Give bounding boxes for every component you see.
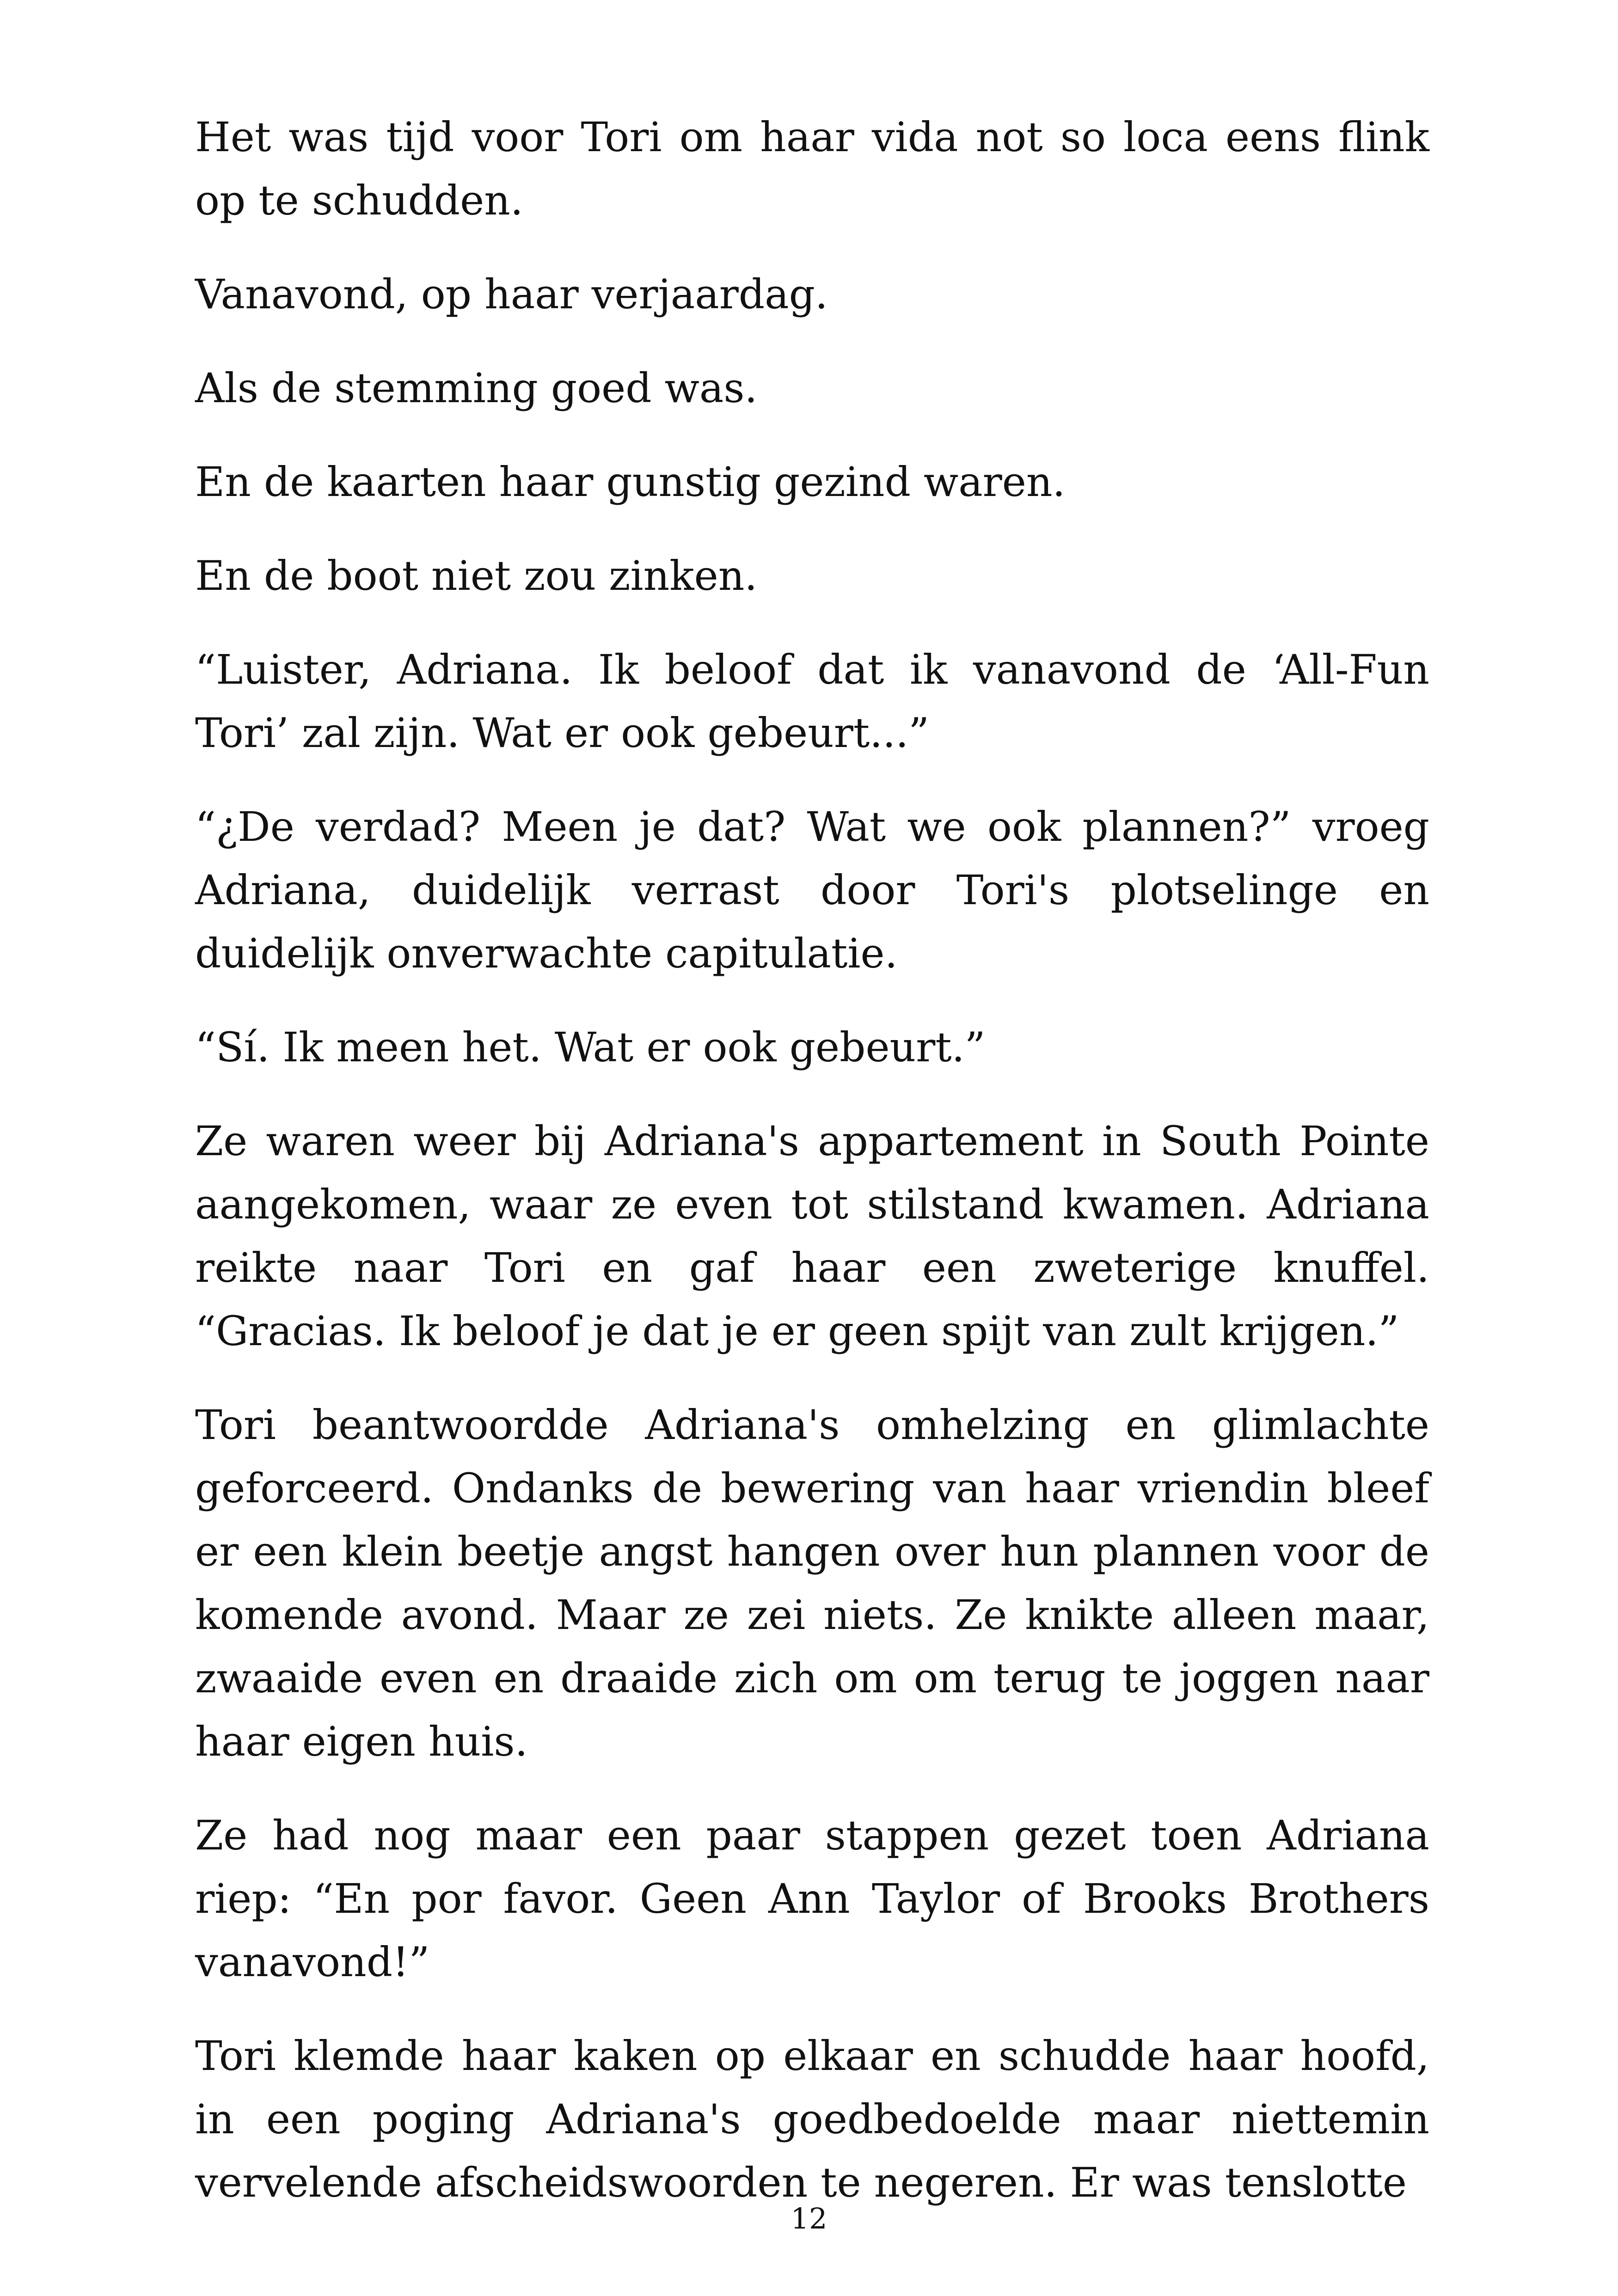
paragraph: Het was tijd voor Tori om haar vida not so loca eens flink op te schudden.	[195, 113, 1429, 224]
body-text	[195, 105, 1429, 2245]
paragraph: “¿De verdad? Meen je dat? Wat we ook plannen?” vroeg Adriana, duidelijk verrast door Tori's plotselinge en duidelijk onverwachte capitulatie.	[195, 803, 1429, 977]
paragraph: Tori beantwoordde Adriana's omhelzing en glimlachte geforceerd. Ondanks de bewering van haar vriendin bleef er een klein beetje angst hangen over hun plannen voor de komende avond. Maar ze zei niets. Ze knikte alleen maar, zwaaide even en draaide zich om om terug te joggen naar haar eigen huis.	[195, 1401, 1429, 1765]
paragraph: Ze waren weer bij Adriana's appartement in South Pointe aangekomen, waar ze even tot stilstand kwamen. Adriana reikte naar Tori en gaf haar een zweterige knuffel. “Gracias. Ik beloof je dat je er geen spijt van zult krijgen.”	[195, 1117, 1429, 1355]
paragraph: “Sí. Ik meen het. Wat er ook gebeurt.”	[195, 1023, 986, 1071]
paragraph: Als de stemming goed was.	[195, 364, 758, 412]
paragraph: Tori klemde haar kaken op elkaar en schudde haar hoofd, in een poging Adriana's goedbedoelde maar niettemin vervelende afscheidswoorden te negeren. Er was tenslotte	[195, 2032, 1429, 2206]
page-number: 12	[791, 2202, 827, 2235]
paragraph: Ze had nog maar een paar stappen gezet toen Adriana riep: “En por favor. Geen Ann Taylor of Brooks Brothers vanavond!”	[195, 1812, 1429, 1986]
paragraph: En de boot niet zou zinken.	[195, 552, 758, 600]
paragraph: En de kaarten haar gunstig gezind waren.	[195, 458, 1066, 506]
paragraph: Vanavond, op haar verjaardag.	[195, 270, 828, 318]
paragraph: “Luister, Adriana. Ik beloof dat ik vanavond de ‘All-Fun Tori’ zal zijn. Wat er ook gebeurt...”	[195, 646, 1429, 757]
